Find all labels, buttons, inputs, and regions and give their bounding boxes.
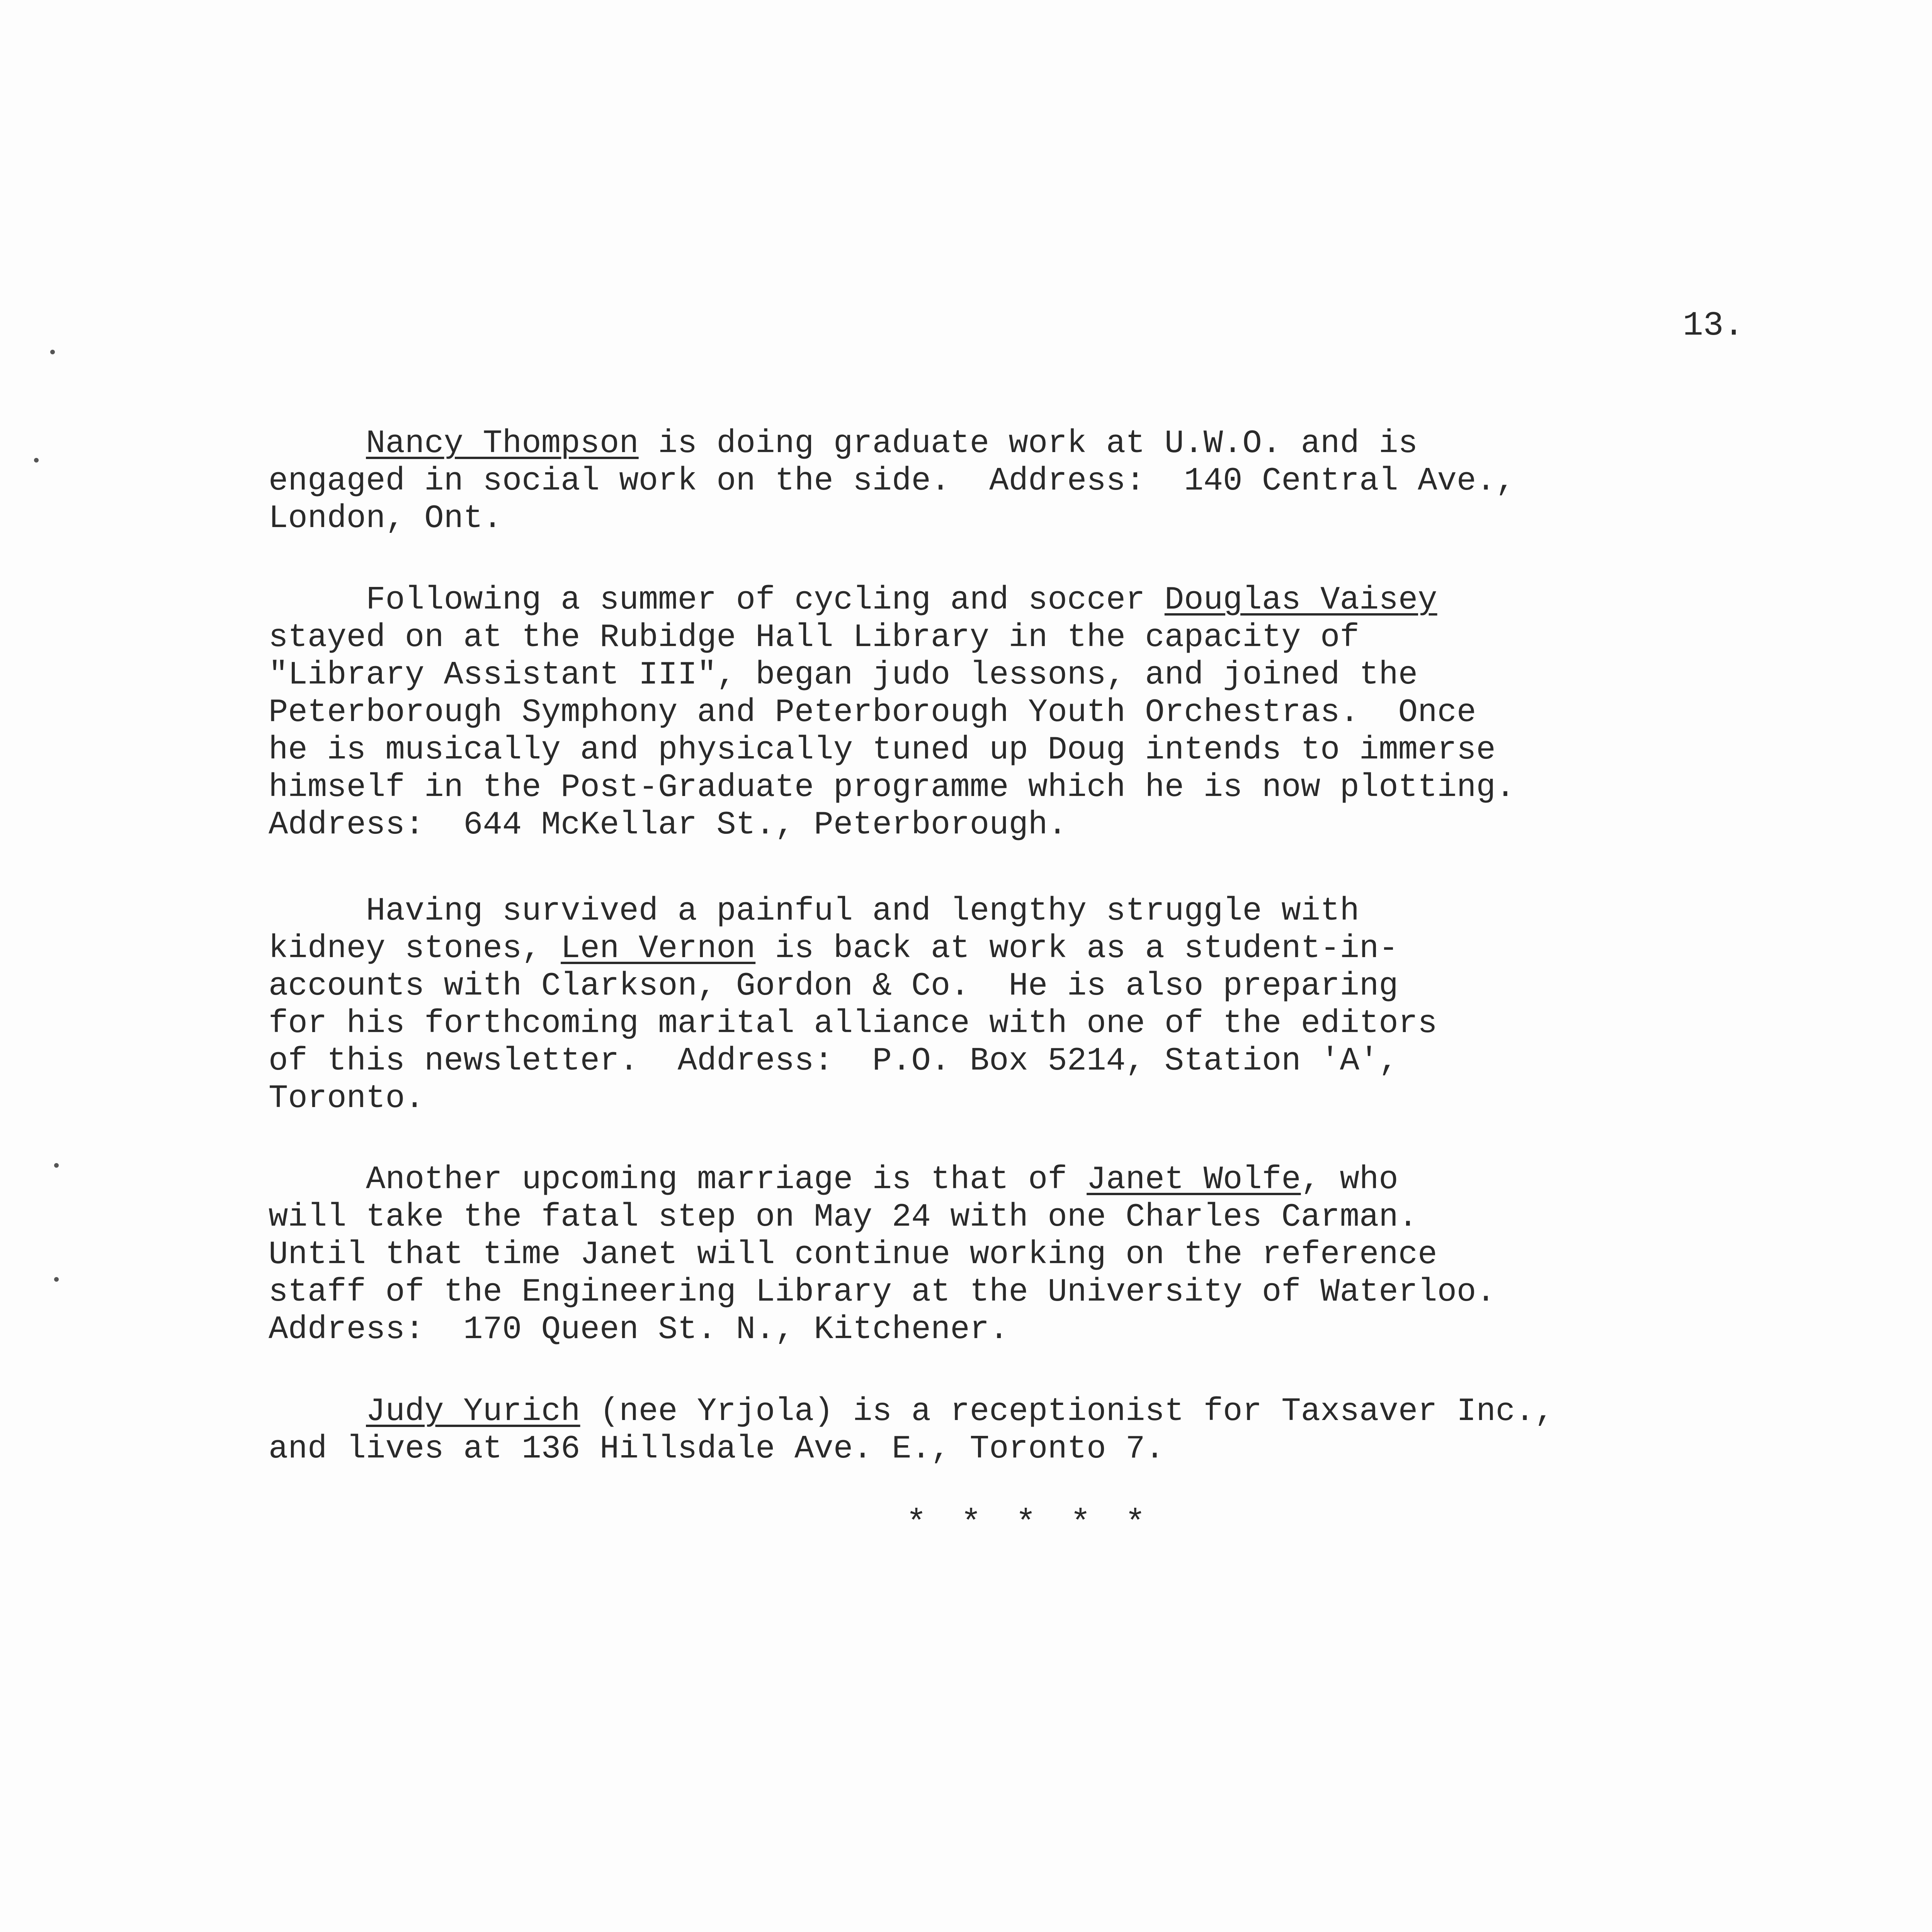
text-line: himself in the Post-Graduate programme which he is now plotting. — [269, 769, 1515, 806]
scan-speck — [50, 350, 55, 354]
page-number: 13. — [1683, 307, 1744, 345]
text-line: engaged in social work on the side. Address: 140 Central Ave., — [269, 463, 1515, 500]
text-line: Having survived a painful and lengthy struggle with — [366, 893, 1359, 930]
text-line: Toronto. — [269, 1080, 425, 1117]
scan-speck — [54, 1163, 59, 1168]
person-name: Janet Wolfe — [1087, 1162, 1301, 1198]
text-line: Nancy Thompson is doing graduate work at U.W.O. and is — [366, 425, 1418, 462]
text-line: for his forthcoming marital alliance with one of the editors — [269, 1005, 1437, 1042]
text-line: will take the fatal step on May 24 with one Charles Carman. — [269, 1199, 1418, 1236]
text-line: Peterborough Symphony and Peterborough Youth Orchestras. Once — [269, 694, 1476, 731]
paragraph-janet-wolfe — [269, 1161, 1833, 1349]
text-line: stayed on at the Rubidge Hall Library in the capacity of — [269, 619, 1359, 656]
text-line: staff of the Engineering Library at the University of Waterloo. — [269, 1274, 1496, 1311]
section-separator: * * * * * — [906, 1505, 1153, 1543]
paragraph-judy-yurich — [269, 1393, 1833, 1468]
text-line: "Library Assistant III", began judo lessons, and joined the — [269, 657, 1418, 694]
person-name: Judy Yurich — [366, 1393, 580, 1430]
person-name: Douglas Vaisey — [1164, 582, 1437, 619]
text-line: London, Ont. — [269, 500, 502, 537]
paragraph-len-vernon — [269, 893, 1833, 1117]
paragraph-nancy-thompson — [269, 425, 1833, 537]
paragraph-douglas-vaisey — [269, 582, 1833, 844]
text-line: Address: 170 Queen St. N., Kitchener. — [269, 1311, 1009, 1348]
text-line: Judy Yurich (nee Yrjola) is a receptionist for Taxsaver Inc., — [366, 1393, 1554, 1430]
person-name: Len Vernon — [561, 930, 756, 967]
scan-speck — [54, 1277, 59, 1282]
text-line: Following a summer of cycling and soccer Douglas Vaisey — [366, 582, 1437, 619]
text-line: accounts with Clarkson, Gordon & Co. He is also preparing — [269, 968, 1398, 1005]
text-line: of this newsletter. Address: P.O. Box 5214, Station 'A', — [269, 1043, 1398, 1080]
text-line: Another upcoming marriage is that of Janet Wolfe, who — [366, 1162, 1398, 1198]
text-line: Until that time Janet will continue working on the reference — [269, 1236, 1437, 1273]
text-line: Address: 644 McKellar St., Peterborough. — [269, 807, 1067, 844]
person-name: Nancy Thompson — [366, 425, 639, 462]
text-line: he is musically and physically tuned up Doug intends to immerse — [269, 732, 1496, 769]
text-line: and lives at 136 Hillsdale Ave. E., Toronto 7. — [269, 1431, 1165, 1468]
scan-speck — [34, 458, 39, 463]
text-line: kidney stones, Len Vernon is back at work as a student-in- — [269, 930, 1398, 967]
